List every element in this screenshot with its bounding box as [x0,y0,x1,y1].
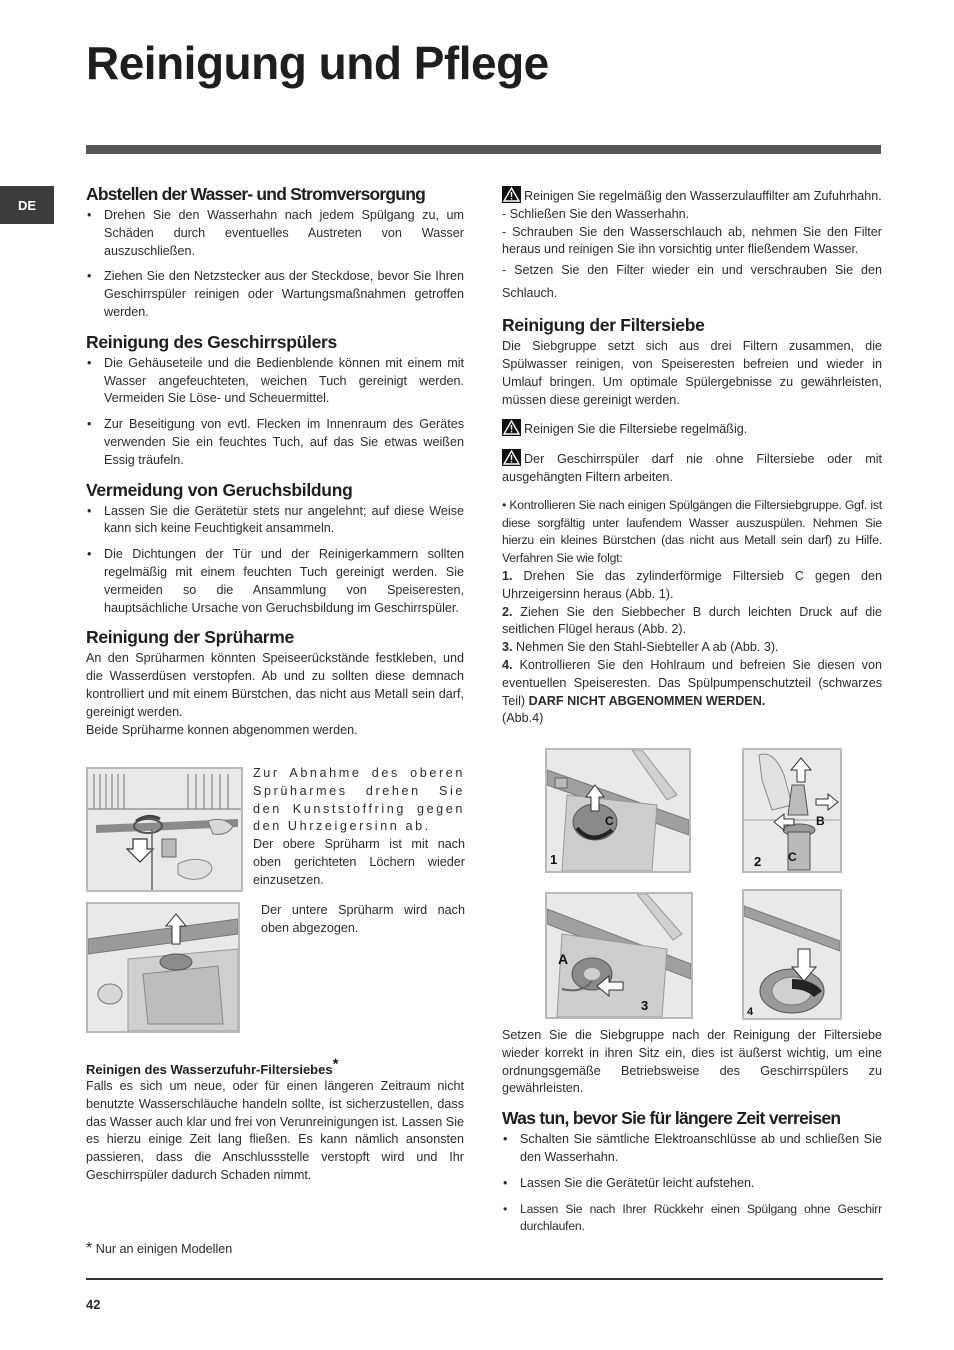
warning-icon [502,449,521,466]
section-heading: Reinigen des Wasserzufuhr-Filtersiebes* [86,1055,339,1077]
section-cleaning-dishwasher [86,332,464,470]
paragraph: Die Siebgruppe setzt sich aus drei Filtern zusammen, die Spülwasser reinigen, von Speiseresten befreien und wieder in Umlauf bringen. Um optimale Spülergebnisse zu gewährleisten, müssen diese gereinigt werden. [502,339,882,407]
left-column [86,184,464,739]
instruction-line: - Schrauben Sie den Wasserschlauch ab, nehmen Sie den Filter heraus und reinigen Sie ihn vorsichtig unter fließendem Wasser. [502,224,882,257]
step: 1. Drehen Sie das zylinderförmige Filtersieb C gegen den Uhrzeigersinn heraus (Abb. 1). [502,568,882,601]
step: 3. Nehmen Sie den Stahl-Siebteller A ab (Abb. 3). [502,640,779,655]
paragraph: Der untere Sprüharm wird nach oben abgezogen. [261,903,465,935]
section-odour [86,480,464,618]
section-inlet-filter [86,1055,464,1185]
paragraph: Setzen Sie die Siebgruppe nach der Reinigung der Filtersiebe wieder korrekt in ihren Sitz ein, dies ist äußerst wichtig, um eine ordnungsgemäße Betriebsweise des Geschirrspülers zu gewährleisten. [502,1028,882,1096]
paragraph: Der obere Sprüharm ist mit nach oben gerichteten Löchern wieder einzusetzen. [253,837,465,887]
section-heading: Vermeidung von Geruchsbildung [86,479,353,500]
figure-number: 1 [550,852,558,867]
figure-label: C [788,850,797,864]
paragraph: Falls es sich um neue, oder für einen längeren Zeitraum nicht benutzte Wasserschläuche handeln sollte, ist sicherzustellen, dass das Wasser auch klar und frei von Verunreinigungen ist. Lassen Sie es hierzu einige Zeit lang fließen. Es kann nämlich ansonsten passieren, dass die Anschlussstelle verstopft wird und Ihr Geschirrspüler dadurch Schaden nimmt. [86,1079,464,1182]
right-column [502,186,882,728]
section-heading: Reinigung des Geschirrspülers [86,331,337,352]
figure-label: B [816,814,825,828]
warning-paragraph: Reinigen Sie regelmäßig den Wasserzulauffilter am Zufuhrhahn. [502,186,882,206]
paragraph: An den Sprüharmen könnten Speiseerückstände festkleben, und die Wasserdüsen verstopfen. Ab und zu sollten diese demnach kontrolliert und mit einem Bürstchen, das nicht aus Metall sein darf, gereinigt werden. [86,651,464,719]
list-item: • Lassen Sie die Gerätetür leicht aufstehen. [502,1175,882,1193]
instruction-line: - Setzen Sie den Filter wieder ein und verschrauben Sie den Schlauch. [502,263,882,301]
figure-number: 2 [754,854,762,869]
right-column-lower [502,1027,882,1244]
section-heading: Reinigung der Filtersiebe [502,315,705,336]
figure-lower-spray-arm [86,902,240,1033]
figure-filter-step-3 [545,892,693,1019]
instruction-line: - Schließen Sie den Wasserhahn. [502,206,690,221]
list-item: • Schalten Sie sämtliche Elektroanschlüsse ab und schließen Sie den Wasserhahn. [502,1131,882,1167]
figure-text-upper [253,765,465,890]
list-item: • Lassen Sie die Gerätetür stets nur angelehnt; auf diese Weise kann sich keine Feuchtigkeit ansammeln. [86,503,464,539]
list-item: • Drehen Sie den Wasserhahn nach jedem Spülgang zu, um Schäden durch eventuelles Austreten von Wasser auszuschließen. [86,207,464,260]
footnote: * Nur an einigen Modellen [86,1240,233,1257]
list-item: • Zur Beseitigung von evtl. Flecken im Innenraum des Gerätes verwenden Sie ein feuchtes Tuch, auf das Sie etwas weißen Essig träufeln. [86,416,464,469]
paragraph: Beide Sprüharme konnen abgenommen werden. [86,722,358,737]
figure-filter-step-1 [545,748,691,873]
list-item: • Die Gehäuseteile und die Bedienblende können mit einem mit Wasser angefeuchteten, weichen Tuch gereinigt werden. Vermeiden Sie Löse- und Scheuermittel. [86,355,464,408]
figure-text-lower [261,902,465,938]
paragraph: • Kontrollieren Sie nach einigen Spülgängen die Filtersiebgruppe. Ggf. ist diese sorgfältig unter laufendem Wasser auszuspülen. Nehmen Sie hierzu ein kleines Bürstchen (das nicht aus Metall sein darf) zu Hilfe. Verfahren Sie wie folgt: [502,497,882,566]
paragraph: Zur Abnahme des oberen Sprüharmes drehen Sie den Kunststoffring gegen den Uhrzeigersinn ab. [253,766,465,834]
figure-number: 4 [747,1006,754,1018]
language-tab: DE [0,186,54,224]
section-spray-arms [86,627,464,739]
section-heading: Was tun, bevor Sie für längere Zeit verreisen [502,1108,841,1129]
section-water-power [86,184,464,322]
warning-paragraph: Der Geschirrspüler darf nie ohne Filtersiebe oder mit ausgehängten Filtern arbeiten. [502,449,882,487]
step: 2. Ziehen Sie den Siebbecher B durch leichten Druck auf die seitlichen Flügel heraus (Abb. 2). [502,604,883,637]
section-heading: Abstellen der Wasser- und Stromversorgung [86,184,425,204]
warning-icon [502,419,521,436]
figure-label: C [605,814,614,828]
figure-number: 3 [641,998,649,1013]
page-number: 42 [86,1297,101,1312]
footer-rule [86,1278,883,1280]
figure-upper-spray-arm [86,767,243,892]
list-item: • Die Dichtungen der Tür und der Reinigerkammern sollten regelmäßig mit einem feuchten Tuch gereinigt werden. Sie vermeiden so die Ansammlung von Speiseresten, hauptsächliche Ursache von Geruchsbildung im Geschirrspüler. [86,546,464,617]
section-heading: Reinigung der Sprüharme [86,627,294,648]
list-item: • Ziehen Sie den Netzstecker aus der Steckdose, bevor Sie Ihren Geschirrspüler reinigen oder Wartungsmaßnahmen getroffen werden. [86,268,464,321]
page-title: Reinigung und Pflege [86,37,549,89]
list-item: • Lassen Sie nach Ihrer Rückkehr einen Spülgang ohne Geschirr durchlaufen. [502,1201,882,1237]
figure-filter-step-2 [742,748,842,873]
step: 4. Kontrollieren Sie den Hohlraum und befreien Sie diesen von eventuellen Speiseresten. Das Spülpumpenschutzteil (schwarzes Teil) DARF NICHT ABGENOMMEN WERDEN. (Abb.4) [502,657,882,726]
figure-filter-step-4 [742,889,842,1020]
warning-icon [502,186,521,203]
header-rule [86,145,881,154]
figure-label: A [558,951,569,967]
warning-paragraph: Reinigen Sie die Filtersiebe regelmäßig. [502,419,882,439]
